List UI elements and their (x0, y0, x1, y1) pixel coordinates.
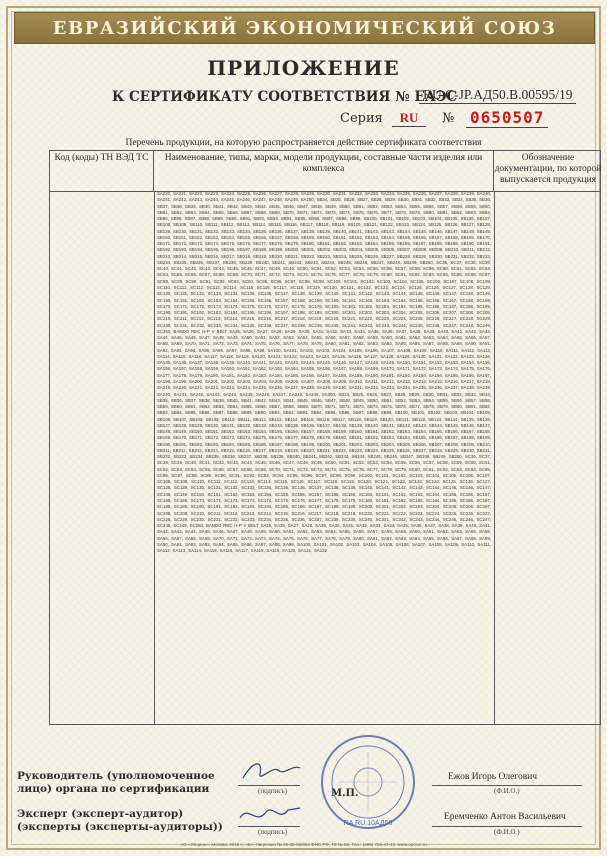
column-divider (154, 191, 155, 724)
series-label: Серия (340, 111, 383, 126)
list-caption: Перечень продукции, на которую распространяется действие сертификата соответствия (125, 138, 482, 148)
column-header-documentation: Обозначение документации, по которой выпускается продукция (494, 153, 602, 185)
column-header-code: Код (коды) ТН ВЭД ТС (50, 151, 154, 191)
head-name-line (432, 785, 582, 786)
product-models-list: SA220, SA221, SA222, SA223, SA224, SA225, SA226, SA227, SA228, SA229, SA230, SA231, SA232, SA233, SA234, SA235, SA236, SA237, SA238, SA239, SA240, SA241, SA242, SA243, SA244, SA245, SA246, SA247, SA248, SA249, SA250, SB34, SB25, SB26, SB27, SB28, SB29, SB30, SB31, SB32, SB33, SB34, SB35, SB36, SB37, SB38, SB39, SB40, SB41, SB42, SB43, SB44, SB45, SB46, SB47, SB48, SB49, SB50, SB51, SB52, SB53, SB54, SB55, SB56, SB57, SB58, SB59, SB60, SB61, SB62, SB63, SB64, SB65, SB66, SB67, SB68, SB69, SB70, SB71, SB72, SB73, SB74, SB75, SB76, SB77, SB78, SB79, SB80, SB81, SB82, SB83, SB84, SB85, SB86, SB87, SB88, SB89, SB90, SB91, SB92, SB93, SB94, SB95, SB96, SB97, SB98, SB99, SB100, SB101, SB102, SB103, SB104, SB105, SB106, SB107, SB108, SB109, SB110, SB111, SB112, SB113, SB114, SB115, SB116, SB117, SB118, SB119, SB120, SB121, SB122, SB123, SB124, SB125, SB126, SB127, SB128, SB129, SB130, SB131, SB132, SB133, SB134, SB135, SB136, SB137, SB138, SB139, SB140, SB141, SB142, SB143, SB144, SB145, SB146, SB147, SB148, SB149, SB150, SB151, SB152, SB153, SB154, SB155, SB156, SB157, SB158, SB159, SB160, SB161, SB162, SB163, SB164, SB165, SB166, SB167, SB168, SB169, SB170, SB171, SB172, SB173, SB174, SB175, SB176, SB177, SB178, SB179, SB180, SB181, SB182, SB183, SB184, SB185, SB186, SB187, SB188, SB189, SB190, SB191, SB192, SB193, SB194, SB195, SB196, SB197, SB198, SB199, SB200, SB201, SB202, SB203, SB204, SB205, SB206, SB207, SB208, SB209, SB210, SB211, SB212, SB213, SB214, SB215, SB216, SB217, SB218, SB219, SB220, SB221, SB222, SB223, SB224, SB225, SB226, SB227, SB228, SB229, SB230, SB231, SB232, SB233, SB234, SB235, SB236, SB237, SB238, SB239, SB240, SB241, SB242, SB243, SB244, SB245, SB246, SB247, SB248, SB249, SB250, SC36, SC37, SC38, SC39, SC40, SC41, SC42, SC43, SC44, SC45, SC46, SC47, SC48, SC49, SC50, SC51, SC52, SC53, SC54, SC55, SC56, SC57, SC58, SC59, SC60, SC61, SC62, SC63, SC64, SC65, SC66, SC67, SC68, SC69, SC70, SC71, SC72, SC73, SC74, SC75, SC76, SC77, SC78, SC79, SC80, SC81, SC82, SC83, SC84, SC85, SC86, SC87, SC88, SC89, SC90, SC91, SC92, SC93, SC94, SC95, SC96, SC97, SC98, SC99, SC100, SC101, SC102, SC103, SC104, SC105, SC106, SC107, SC108, SC109, SC110, SC111, SC112, SC113, SC114, SC115, SC116, SC117, SC118, SC119, SC120, SC121, SC122, SC123, SC124, SC125, SC126, SC127, SC128, SC129, SC130, SC131, SC132, SC133, SC134, SC135, SC136, SC137, SC138, SC139, SC140, SC141, SC142, SC143, SC144, SC145, SC146, SC147, SC148, SC149, SC150, SC151, SC152, SC153, SC154, SC155, SC156, SC157, SC158, SC159, SC160, SC161, SC162, SC163, SC164, SC165, SC166, SC167, SC168, SC169, SC170, SC171, SC172, SC173, SC174, SC175, SC176, SC177, SC178, SC179, SC180, SC181, SC182, SC183, SC184, SC185, SC186, SC187, SC188, SC189, SC190, SC191, SC192, SC193, SC194, SC195, SC196, SC197, SC198, SC199, SC200, SC201, SC202, SC203, SC204, SC205, SC206, SC207, SC208, SC209, SC210, SC211, SC212, SC213, SC214, SC215, SC216, SC217, SC218, SC219, SC220, SC221, SC222, SC223, SC224, SC225, SC226, SC227, SC228, SC229, SC230, SC231, SC232, SC233, SC234, SC235, SC236, SC237, SC238, SC239, SC240, SC241, SC242, SC243, SC244, SC245, SC246, SC247, SC248, SC249, SC250, BANDO REC H-P V BELT SA25, SA26, SA27, SA28, SA29, SA30, SA31, SA32, SA33, SA34, SA35, SA36, SA37, SA38, SA39, SA40, SA41, SA42, SA43, SA44, SA45, SA46, SA47, SA48, SA49, SA50, SA51, SA52, SA53, SA54, SA55, SA56, SA57, SA58, SA59, SA60, SA61, SA62, SA63, SA64, SA65, SA66, SA67, SA68, SA69, SA70, SA71, SA72, SA73, SA74, SA75, SA76, SA77, SA78, SA79, SA80, SA81, SA82, SA83, SA84, SA85, SA86, SA87, SA88, SA89, SA90, SA91, SA92, SA93, SA94, SA95, SA96, SA97, SA98, SA99, SA100, SA101, SA102, SA103, SA104, SA105, SA106, SA107, SA108, SA109, SA110, SA111, SA112, SA113, SA114, SA115, SA116, SA117, SA118, SA119, SA120, SA121, SA122, SA123, SA124, SA125, SA126, SA127, SA128, SA129, SA130, SA131, SA132, SA133, SA134, SA135, SA136, SA137, SA138, SA139, SA140, SA141, SA142, SA143, SA144, SA145, SA146, SA147, SA148, SA149, SA150, SA151, SA152, SA153, SA154, SA155, SA156, SA157, SA158, SA159, SA160, SA161, SA162, SA163, SA164, SA165, SA166, SA167, SA168, SA169, SA170, SA171, SA172, SA173, SA174, SA175, SA176, SA177, SA178, SA179, SA180, SA181, SA182, SA183, SA184, SA185, SA186, SA187, SA188, SA189, SA190, SA191, SA192, SA193, SA194, SA195, SA196, SA197, SA198, SA199, SA200, SA201, SA202, SA203, SA204, SA205, SA206, SA207, SA208, SA209, SA210, SA211, SA212, SA213, SA214, SA215, SA216, SA217, SA218, SA219, SA220, SA221, SA222, SA223, SA224, SA225, SA226, SA227, SA228, SA229, SA230, SA231, SA232, SA233, SA234, SA235, SA236, SA237, SA238, SA239, SA240, SA241, SA242, SA243, SA244, SA245, SA246, SA247, SA248, SA249, SA250, SB24, SB25, SB26, SB27, SB28, SB29, SB30, SB31, SB32, SB33, SB34, SB35, SB36, SB37, SB38, SB39, SB40, SB41, SB42, SB43, SB44, SB45, SB46, SB47, SB48, SB49, SB50, SB51, SB52, SB53, SB54, SB55, SB56, SB57, SB58, SB59, SB60, SB61, SB62, SB63, SB64, SB65, SB66, SB67, SB68, SB69, SB70, SB71, SB72, SB73, SB74, SB75, SB76, SB77, SB78, SB79, SB80, SB81, SB82, SB83, SB84, SB85, SB86, SB87, SB88, SB89, SB90, SB91, SB92, SB93, SB94, SB95, SB96, SB97, SB98, SB99, SB100, SB101, SB102, SB103, SB104, SB105, SB106, SB107, SB108, SB109, SB110, SB111, SB112, SB113, SB114, SB115, SB116, SB117, SB118, SB119, SB120, SB121, SB122, SB123, SB124, SB125, SB126, SB127, SB128, SB129, SB130, SB131, SB132, SB133, SB134, SB135, SB136, SB137, SB138, SB139, SB140, SB141, SB142, SB143, SB144, SB145, SB146, SB147, SB148, SB149, SB150, SB151, SB152, SB153, SB154, SB155, SB156, SB157, SB158, SB159, SB160, SB161, SB162, SB163, SB164, SB165, SB166, SB167, SB168, SB169, SB170, SB171, SB172, SB173, SB174, SB175, SB176, SB177, SB178, SB179, SB180, SB181, SB182, SB183, SB184, SB185, SB186, SB187, SB188, SB189, SB190, SB191, SB192, SB193, SB194, SB195, SB196, SB197, SB198, SB199, SB200, SB201, SB202, SB203, SB204, SB205, SB206, SB207, SB208, SB209, SB210, SB211, SB212, SB213, SB214, SB215, SB216, SB217, SB218, SB219, SB220, SB221, SB222, SB223, SB224, SB225, SB226, SB227, SB228, SB229, SB230, SB231, SB232, SB233, SB234, SB235, SB236, SB237, SB238, SB239, SB240, SB241, SB242, SB243, SB244, SB245, SB246, SB247, SB248, SB249, SB250, SC36, SC37, SC38, SC39, SC40, SC41, SC42, SC43, SC44, SC45, SC46, SC47, SC48, SC49, SC50, SC51, SC52, SC53, SC54, SC55, SC56, SC57, SC58, SC59, SC60, SC61, SC62, SC63, SC64, SC65, SC66, SC67, SC68, SC69, SC70, SC71, SC72, SC73, SC74, SC75, SC76, SC77, SC78, SC79, SC80, SC81, SC82, SC83, SC84, SC85, SC86, SC87, SC88, SC89, SC90, SC91, SC92, SC93, SC94, SC95, SC96, SC97, SC98, SC99, SC100, SC101, SC102, SC103, SC104, SC105, SC106, SC107, SC108, SC109, SC110, SC111, SC112, SC113, SC114, SC115, SC116, SC117, SC118, SC119, SC120, SC121, SC122, SC123, SC124, SC125, SC126, SC127, SC128, SC129, SC130, SC131, SC132, SC133, SC134, SC135, SC136, SC137, SC138, SC139, SC140, SC141, SC142, SC143, SC144, SC145, SC146, SC147, SC148, SC149, SC150, SC151, SC152, SC153, SC154, SC155, SC156, SC157, SC158, SC159, SC160, SC161, SC162, SC163, SC164, SC165, SC166, SC167, SC168, SC169, SC170, SC171, SC172, SC173, SC174, SC175, SC176, SC177, SC178, SC179, SC180, SC181, SC182, SC183, SC184, SC185, SC186, SC187, SC188, SC189, SC190, SC191, SC192, SC193, SC194, SC195, SC196, SC197, SC198, SC199, SC200, SC201, SC202, SC203, SC204, SC205, SC206, SC207, SC208, SC209, SC210, SC211, SC212, SC213, SC214, SC215, SC216, SC217, SC218, SC219, SC220, SC221, SC222, SC223, SC224, SC225, SC226, SC227, SC228, SC229, SC230, SC231, SC232, SC233, SC234, SC235, SC236, SC237, SC238, SC239, SC240, SC241, SC242, SC243, SC244, SC245, SC246, SC247, SC248, SC249, SC250, BANDO REC H-P V BELT SA25, SA26, SA27, SA28, SA29, SA30, SA31, SA32, SA33, SA34, SA35, SA36, SA37, SA38, SA39, SA40, SA41, SA42, SA43, SA44, SA45, SA46, SA47, SA48, SA49, SA50, SA51, SA52, SA53, SA54, SA55, SA56, SA57, SA58, SA59, SA60, SA61, SA62, SA63, SA64, SA65, SA66, SA67, SA68, SA69, SA70, SA71, SA72, SA73, SA74, SA75, SA76, SA77, SA78, SA79, SA80, SA81, SA82, SA83, SA84, SA85, SA86, SA87, SA88, SA89, SA90, SA91, SA92, SA93, SA94, SA95, SA96, SA97, SA98, SA99, SA100, SA101, SA102, SA103, SA104, SA105, SA106, SA107, SA108, SA109, SA110, SA111, SA112, SA113, SA114, SA115, SA116, SA117, SA118, SA119, SA120, SA121, SA122 (157, 191, 491, 554)
expert-signature-caption: (подпись) (258, 828, 288, 836)
stamp-outer-text: RA.RU.10АД50 (343, 820, 393, 827)
head-signature (238, 756, 308, 786)
header-banner (14, 12, 595, 44)
page-footer: АО «Опцион», Москва, 2018 г., «Б», Лицензия № 05-05-09/003 ФНС РФ, ТЗ № 50, Тел.: (495) 726-47-42, www.opcion.ru (180, 842, 427, 847)
page-title: ПРИЛОЖЕНИЕ (207, 56, 400, 80)
certificate-label: К СЕРТИФИКАТУ СООТВЕТСТВИЯ № ЕАЭС (112, 89, 458, 105)
banner-text: ЕВРАЗИЙСКИЙ ЭКОНОМИЧЕСКИЙ СОЮЗ (52, 17, 557, 39)
stamp-place-label: М.П. (331, 788, 359, 799)
series-value: RU (392, 110, 426, 127)
expert-title-line2: (эксперты (эксперты-аудиторы)) (17, 821, 223, 833)
form-number: 0650507 (466, 108, 548, 128)
expert-title-line1: Эксперт (эксперт-аудитор) (17, 808, 184, 820)
certificate-number: RU C-JP.АД50.В.00595/19 (419, 87, 576, 104)
expert-name-line (432, 826, 582, 827)
column-header-name: Наименование, типы, марки, модели продукции, составные части изделия или комплекса (154, 151, 494, 191)
certification-body-stamp (318, 732, 418, 832)
expert-name-caption: (Ф.И.О.) (494, 828, 520, 836)
series-number-row (340, 110, 580, 128)
head-name: Ежов Игорь Олегович (448, 772, 538, 782)
head-title-line2: лицо) органа по сертификации (17, 783, 210, 795)
expert-name: Еремченко Антон Васильевич (444, 812, 566, 822)
number-label: № (442, 111, 455, 126)
head-name-caption: (Ф.И.О.) (494, 787, 520, 795)
expert-signature (236, 800, 306, 828)
products-table (49, 150, 601, 725)
head-title-line1: Руководитель (уполномоченное (17, 770, 215, 782)
head-signature-caption: (подпись) (258, 787, 288, 795)
certificate-reference (112, 87, 582, 107)
column-divider (494, 191, 495, 724)
